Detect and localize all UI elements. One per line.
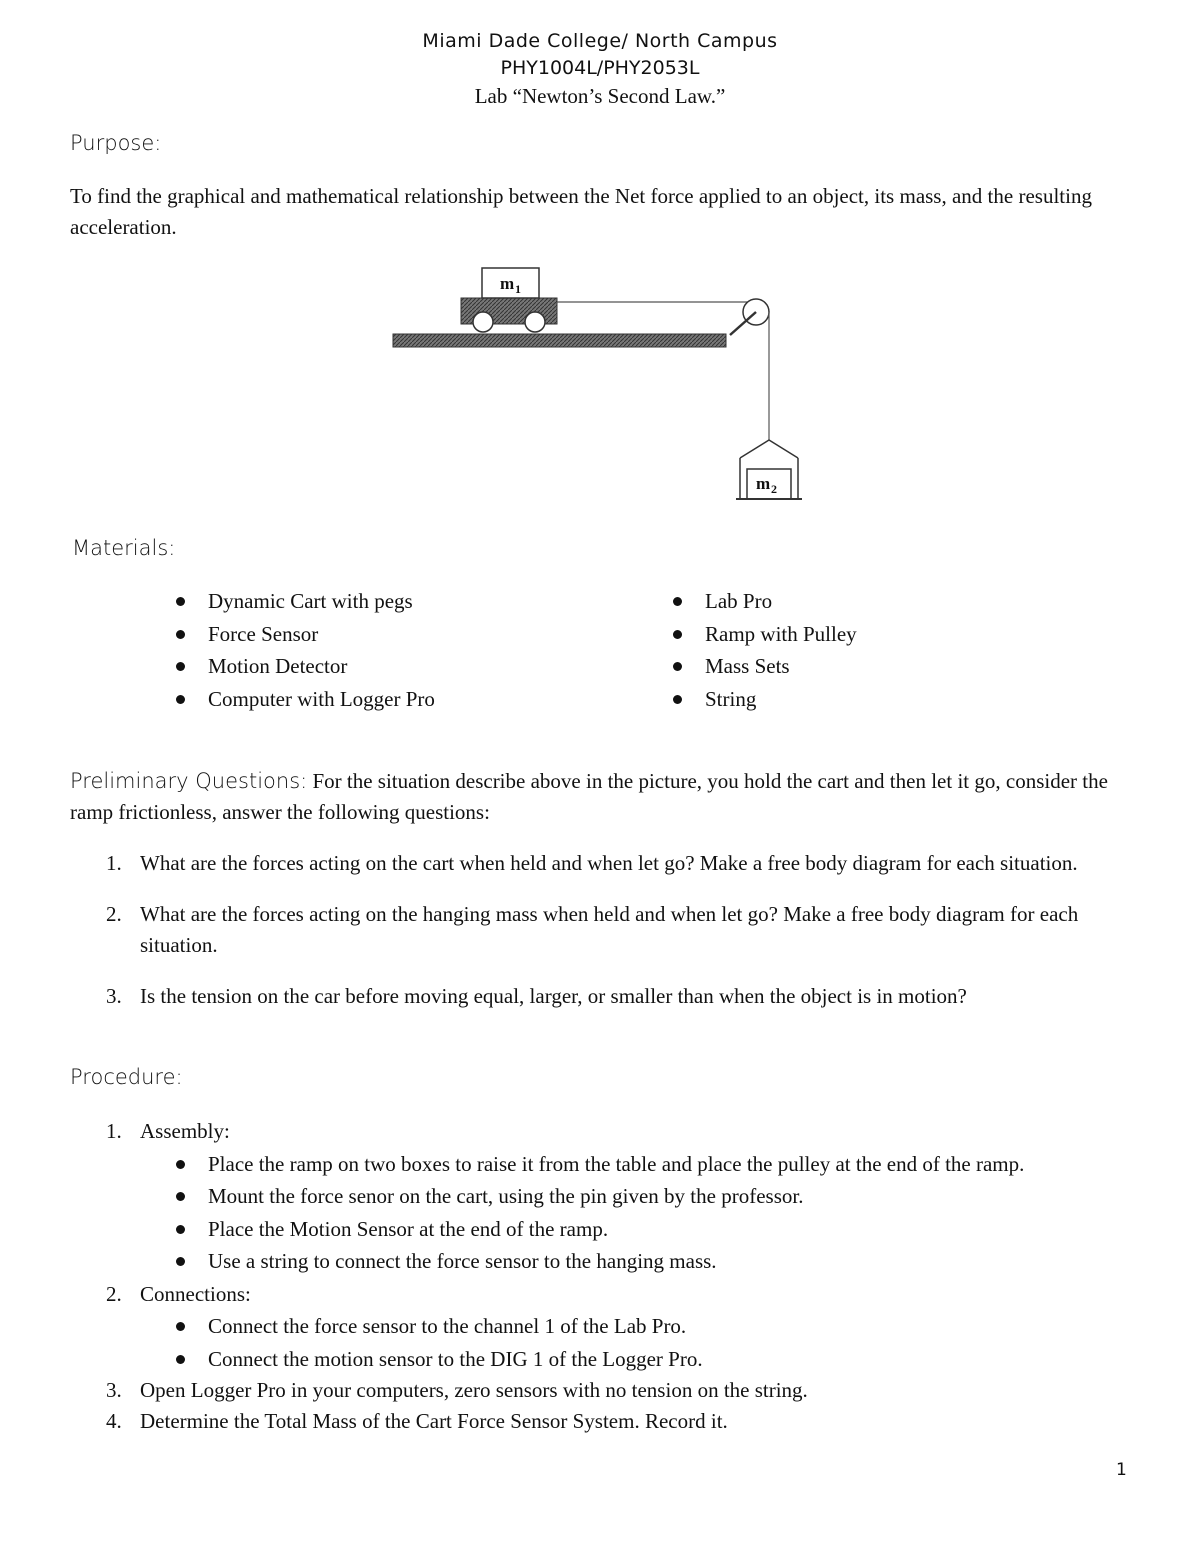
list-item: Dynamic Cart with pegs [172, 585, 435, 618]
question-number: 3. [106, 984, 122, 1008]
list-item: Force Sensor [172, 618, 435, 651]
step-number: 1. [106, 1119, 122, 1143]
preliminary-questions-list [100, 848, 1140, 1012]
question-number: 1. [106, 851, 122, 875]
step-text: Connections: [140, 1281, 251, 1306]
list-item [100, 981, 1140, 1012]
list-item: Lab Pro [669, 585, 857, 618]
cart-pulley-diagram [380, 262, 820, 512]
step-text: Open Logger Pro in your computers, zero sensors with no tension on the string. [140, 1378, 808, 1402]
procedure-heading: Procedure: [70, 1065, 183, 1089]
list-item: Connect the force sensor to the channel 1 of the Lab Pro. [172, 1310, 1200, 1343]
m1-label: m [500, 274, 515, 293]
list-item: Mount the force senor on the cart, using the pin given by the professor. [172, 1180, 1200, 1213]
preliminary-intro: For the situation describe above in the picture, you hold the cart and then let it go, consider the ramp frictionless, answer the following questions: [70, 769, 1108, 824]
list-item: Mass Sets [669, 650, 857, 683]
m2-subscript: 2 [771, 482, 777, 496]
connections-bullets [172, 1310, 1200, 1375]
purpose-text: To find the graphical and mathematical relationship between the Net force applied to an object, its mass, and the resulting acceleration. [70, 184, 1092, 239]
college-name: Miami Dade College/ North Campus [422, 30, 778, 52]
cart-wheel-left [473, 312, 493, 332]
question-text: What are the forces acting on the hanging mass when held and when let go? Make a free body diagram for each situation. [140, 902, 1079, 957]
track [393, 334, 726, 347]
list-item [100, 899, 1140, 961]
step-number: 2. [106, 1281, 122, 1306]
list-item [100, 1406, 1140, 1437]
list-item: Motion Detector [172, 650, 435, 683]
list-item [100, 848, 1140, 879]
step-number: 4. [106, 1409, 122, 1433]
cart-wheel-right [525, 312, 545, 332]
preliminary-section [70, 766, 1140, 828]
step-text: Assembly: [140, 1119, 230, 1143]
preliminary-heading: Preliminary Questions: [70, 769, 308, 793]
materials-list-left [172, 585, 435, 715]
list-item: Use a string to connect the force sensor to the hanging mass. [172, 1245, 1200, 1278]
m2-label: m [756, 474, 771, 493]
m1-subscript: 1 [515, 282, 521, 296]
mass-hanger [740, 440, 798, 458]
document-header [0, 30, 1200, 112]
list-item [100, 1375, 1140, 1406]
list-item: Place the ramp on two boxes to raise it from the table and place the pulley at the end of the ramp. [172, 1148, 1200, 1181]
question-number: 2. [106, 902, 122, 926]
materials-heading: Materials: [72, 536, 176, 560]
lab-title: Lab “Newton’s Second Law.” [474, 84, 726, 108]
course-code: PHY1004L/PHY2053L [500, 57, 700, 79]
list-item: Place the Motion Sensor at the end of the ramp. [172, 1213, 1200, 1246]
materials-list-right [669, 585, 857, 715]
list-item [100, 1115, 1140, 1148]
procedure-steps-list [100, 1115, 1140, 1437]
list-item: Connect the motion sensor to the DIG 1 of the Logger Pro. [172, 1343, 1200, 1376]
list-item [100, 1278, 1140, 1311]
question-text: What are the forces acting on the cart when held and when let go? Make a free body diagram for each situation. [140, 851, 1078, 875]
step-number: 3. [106, 1378, 122, 1402]
list-item: Ramp with Pulley [669, 618, 857, 651]
page-number: 1 [1116, 1460, 1127, 1480]
list-item: Computer with Logger Pro [172, 683, 435, 716]
question-text: Is the tension on the car before moving equal, larger, or smaller than when the object is in motion? [140, 984, 967, 1008]
purpose-heading: Purpose: [70, 131, 162, 155]
assembly-bullets [172, 1148, 1200, 1278]
list-item: String [669, 683, 857, 716]
step-text: Determine the Total Mass of the Cart Force Sensor System. Record it. [140, 1409, 728, 1433]
